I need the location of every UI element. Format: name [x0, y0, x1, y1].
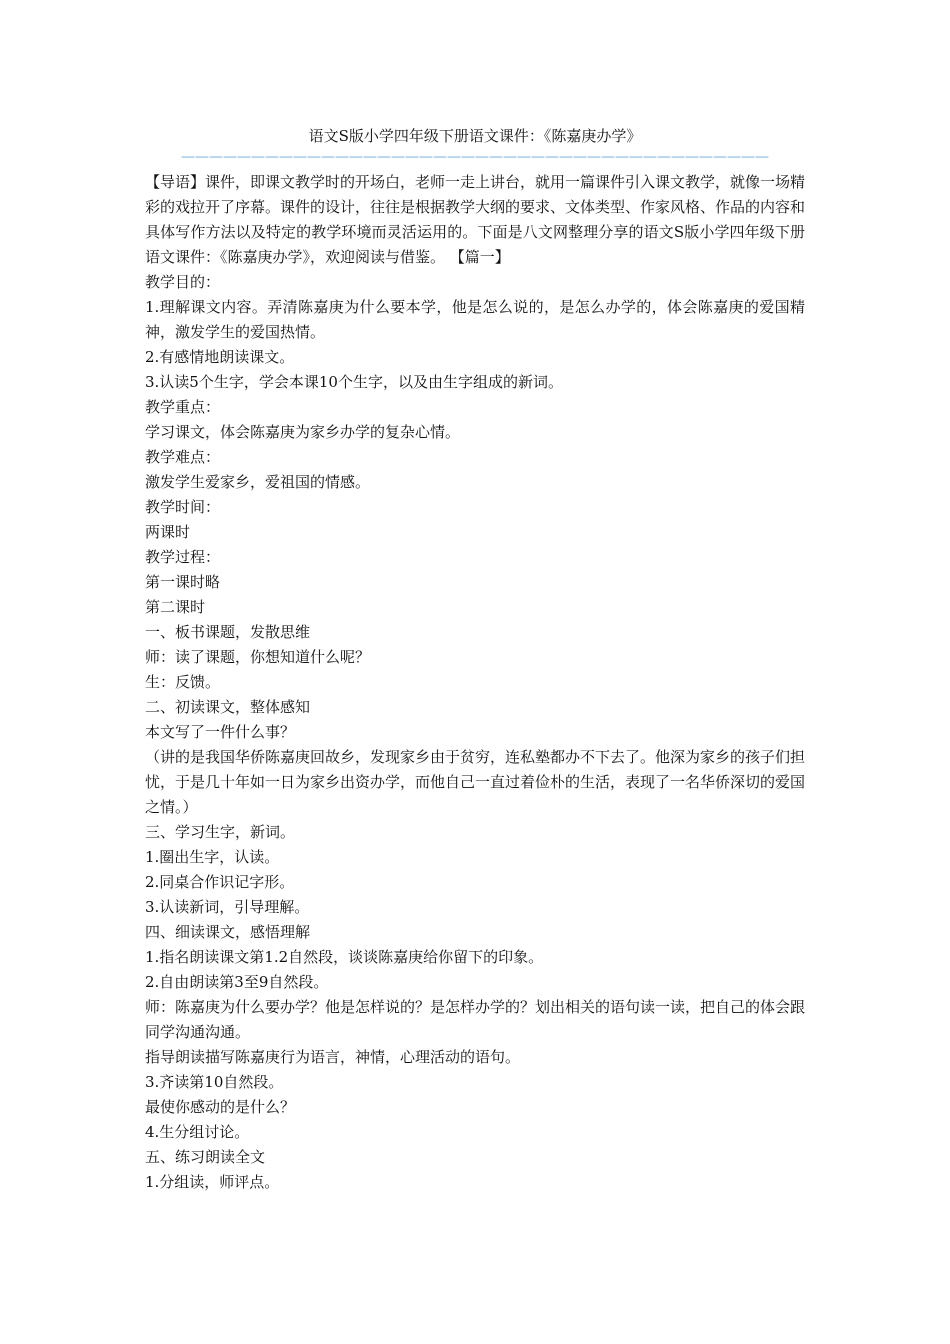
paragraph: 1.圈出生字，认读。 [145, 848, 280, 866]
paragraph: 师：陈嘉庚为什么要办学？他是怎样说的？是怎样办学的？划出相关的语句读一读，把自己的体会跟同学沟通沟通。 [145, 998, 806, 1041]
paragraph: 本文写了一件什么事？ [145, 723, 296, 741]
paragraph: 2.有感情地朗读课文。 [145, 348, 295, 366]
paragraph: （讲的是我国华侨陈嘉庚回故乡，发现家乡由于贫穷，连私塾都办不下去了。他深为家乡的孩子们担忧，于是几十年如一日为家乡出资办学，而他自己一直过着俭朴的生活，表现了一名华侨深切的爱国之情。） [145, 748, 806, 816]
paragraph: 1.分组读，师评点。 [145, 1173, 280, 1191]
paragraph: 最使你感动的是什么？ [145, 1098, 296, 1116]
paragraph: 【导语】课件，即课文教学时的开场白，老师一走上讲台，就用一篇课件引入课文教学，就像一场精彩的戏拉开了序幕。课件的设计，往往是根据教学大纲的要求、文体类型、作家风格、作品的内容和具体写作方法以及特定的教学环境而灵活运用的。下面是八文网整理分享的语文S版小学四年级下册语文课件：《陈嘉庚办学》，欢迎阅读与借鉴。 【篇一】 [145, 173, 806, 266]
paragraph: 二、初读课文，整体感知 [145, 698, 311, 716]
paragraph: 指导朗读描写陈嘉庚行为语言，神情，心理活动的语句。 [145, 1048, 521, 1066]
paragraph: 三、学习生字，新词。 [145, 823, 296, 841]
title-divider: —————————————————————————————————————————— [181, 149, 769, 165]
paragraph: 1.指名朗读课文第1.2自然段，谈谈陈嘉庚给你留下的印象。 [145, 948, 544, 966]
document-body [145, 170, 805, 1195]
paragraph: 3.认读5个生字，学会本课10个生字，以及由生字组成的新词。 [145, 373, 563, 391]
document-title: 语文S版小学四年级下册语文课件：《陈嘉庚办学》 [308, 127, 642, 145]
paragraph: 教学目的： [145, 273, 221, 291]
paragraph: 第二课时 [145, 598, 206, 616]
paragraph: 一、板书课题，发散思维 [145, 623, 311, 641]
paragraph: 2.自由朗读第3至9自然段。 [145, 973, 329, 991]
paragraph: 教学过程： [145, 548, 221, 566]
paragraph: 教学重点： [145, 398, 221, 416]
paragraph: 五、练习朗读全文 [145, 1148, 266, 1166]
paragraph: 四、细读课文，感悟理解 [145, 923, 311, 941]
paragraph: 激发学生爱家乡，爱祖国的情感。 [145, 473, 371, 491]
paragraph: 4.生分组讨论。 [145, 1123, 250, 1141]
paragraph: 1.理解课文内容。弄清陈嘉庚为什么要本学，他是怎么说的，是怎么办学的，体会陈嘉庚的爱国精神，激发学生的爱国热情。 [145, 298, 805, 341]
paragraph: 2.同桌合作识记字形。 [145, 873, 295, 891]
paragraph: 3.齐读第10自然段。 [145, 1073, 284, 1091]
paragraph: 第一课时略 [145, 573, 221, 591]
paragraph: 教学时间： [145, 498, 221, 516]
paragraph: 3.认读新词，引导理解。 [145, 898, 310, 916]
document-page [145, 126, 805, 1195]
paragraph: 师：读了课题，你想知道什么呢？ [145, 648, 371, 666]
paragraph: 两课时 [145, 523, 191, 541]
paragraph: 生：反馈。 [145, 673, 221, 691]
paragraph: 教学难点： [145, 448, 221, 466]
paragraph: 学习课文，体会陈嘉庚为家乡办学的复杂心情。 [145, 423, 461, 441]
